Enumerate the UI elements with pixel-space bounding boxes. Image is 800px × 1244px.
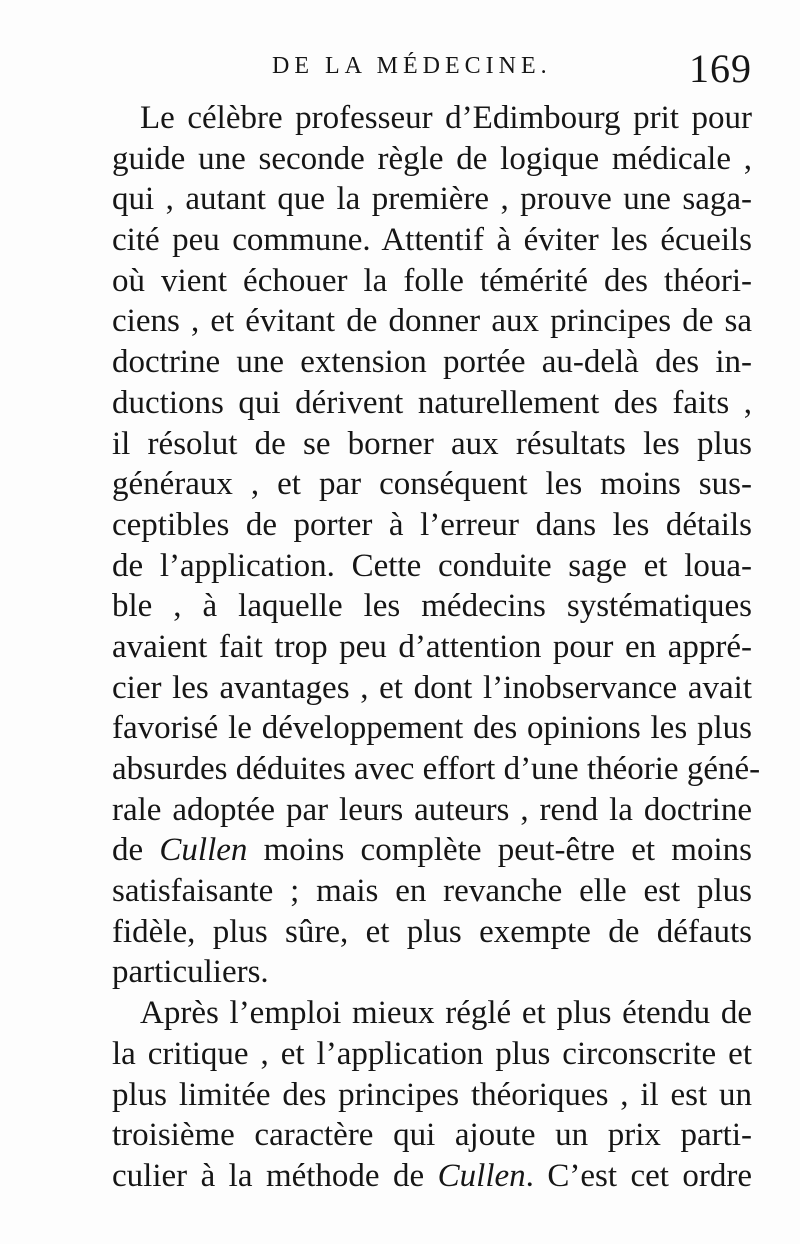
text-line: de l’application. Cette conduite sage et loua- bbox=[112, 547, 752, 584]
running-head: DE LA MÉDECINE. bbox=[272, 53, 552, 79]
text-line: la critique , et l’application plus circonscrite et bbox=[112, 1035, 752, 1072]
text-line: généraux , et par conséquent les moins sus- bbox=[112, 466, 752, 503]
text-line: Après l’emploi mieux réglé et plus étendu de bbox=[140, 995, 752, 1032]
text-line bbox=[112, 830, 752, 871]
text-line: favorisé le développement des opinions les plus bbox=[112, 710, 752, 747]
text-line: plus limitée des principes théoriques , il est un bbox=[112, 1076, 752, 1113]
author-name: Cullen bbox=[159, 832, 248, 869]
page-number: 169 bbox=[689, 46, 752, 91]
page-header bbox=[112, 45, 752, 89]
text-line: guide une seconde règle de logique médicale , bbox=[112, 140, 752, 177]
text-line: absurdes déduites avec effort d’une théorie géné- bbox=[112, 751, 761, 787]
text-line: il résolut de se borner aux résultats les plus bbox=[112, 425, 752, 462]
text-line: ble , à laquelle les médecins systématiques bbox=[112, 588, 752, 625]
text-line: cier les avantages , et dont l’inobservance avait bbox=[112, 669, 752, 706]
text-line bbox=[112, 1156, 752, 1197]
text-line: ceptibles de porter à l’erreur dans les détails bbox=[112, 506, 752, 543]
text-line: troisième caractère qui ajoute un prix parti- bbox=[112, 1117, 752, 1154]
text-segment: de bbox=[112, 832, 160, 869]
text-line: où vient échouer la folle témérité des théori- bbox=[112, 262, 752, 299]
text-line: avaient fait trop peu d’attention pour en appré- bbox=[112, 628, 752, 665]
text-line: doctrine une extension portée au-delà des in- bbox=[112, 344, 752, 381]
text-segment: moins complète peut-être et moins bbox=[247, 832, 752, 869]
text-line: qui , autant que la première , prouve une saga- bbox=[112, 181, 752, 218]
text-line: satisfaisante ; mais en revanche elle est plus bbox=[112, 873, 752, 910]
text-line: ductions qui dérivent naturellement des faits , bbox=[112, 384, 752, 421]
text-line: Le célèbre professeur d’Edimbourg prit pour bbox=[140, 100, 752, 136]
text-line: rale adoptée par leurs auteurs , rend la doctrine bbox=[112, 791, 752, 828]
body-text bbox=[112, 98, 761, 1197]
text-segment: . C’est cet ordre bbox=[525, 1157, 752, 1194]
text-line: ciens , et évitant de donner aux principes de sa bbox=[112, 303, 752, 340]
author-name: Cullen bbox=[437, 1157, 526, 1194]
text-line: particuliers. bbox=[112, 954, 269, 991]
text-segment: culier à la méthode de bbox=[112, 1157, 438, 1194]
text-line: cité peu commune. Attentif à éviter les écueils bbox=[112, 222, 752, 259]
text-line: fidèle, plus sûre, et plus exempte de défauts bbox=[112, 913, 752, 950]
